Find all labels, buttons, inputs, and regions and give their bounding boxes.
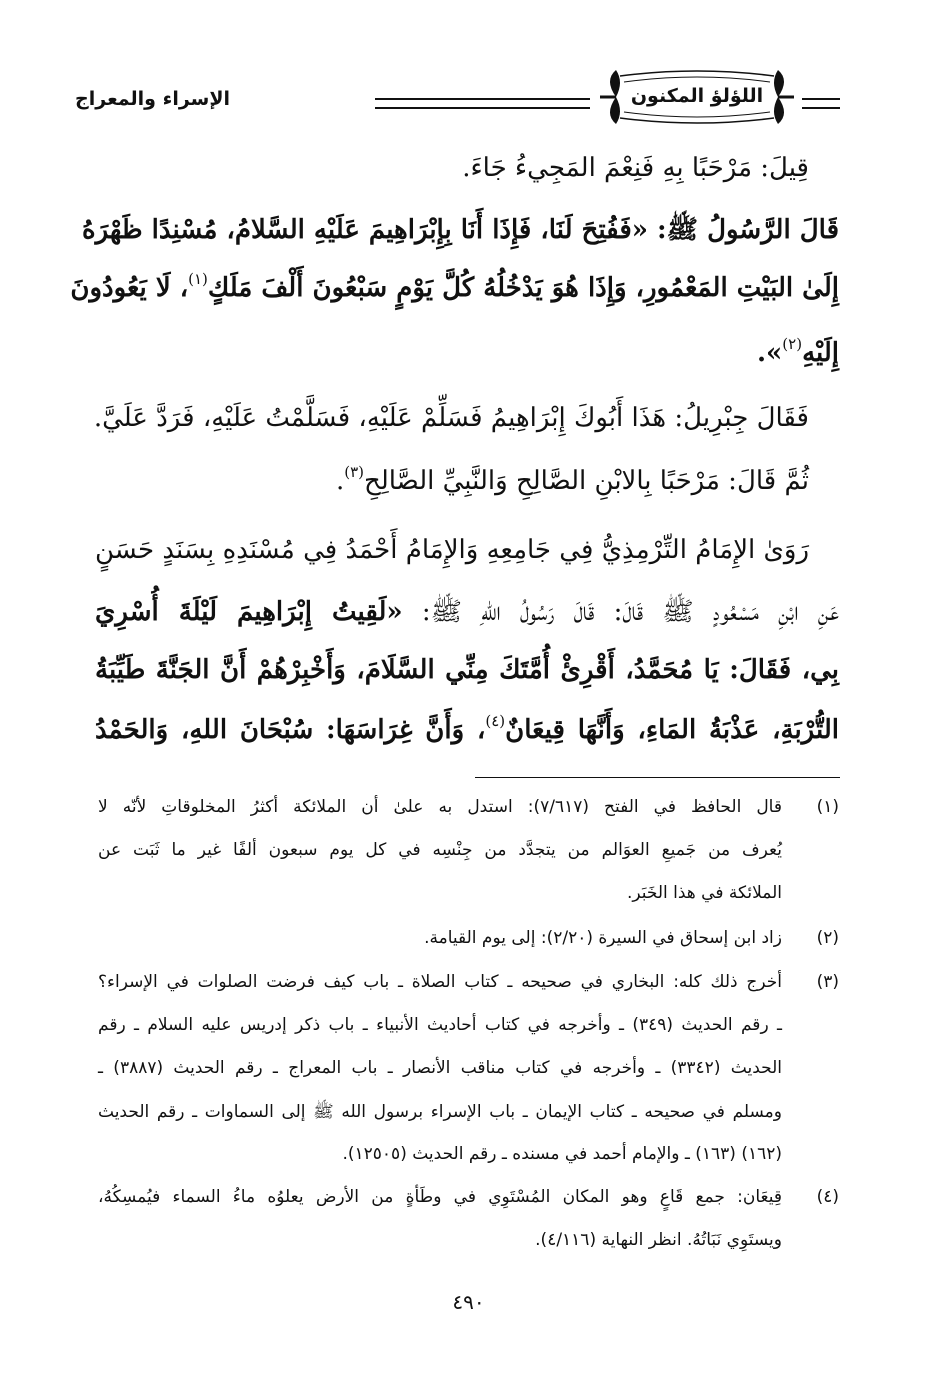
footnote-ref: (١)	[188, 270, 208, 288]
footnote-line: الحديث (٣٣٤٢) ـ وأخرجه في كتاب مناقب الأنصار ـ باب المعراج ـ رقم الحديث (٣٨٨٧) ـ	[98, 1058, 782, 1078]
body-line: فَقَالَ جِبْرِيلُ: هَذَا أَبُوكَ إِبْرَاهِيمُ فَسَلِّمْ عَلَيْهِ، فَسَلَّمْتُ عَلَيْهِ، فَرَدَّ عَلَيَّ.	[93, 403, 809, 433]
book-title-ornament	[594, 62, 800, 132]
header-rule-middle	[375, 98, 590, 109]
footnote-line: أخرج ذلك كله: البخاري في صحيحه ـ كتاب الصلاة ـ باب كيف فرضت الصلوات في الإسراء؟	[98, 972, 782, 992]
body-line: إِلَيْهِ$^{(٢)}$».	[756, 335, 839, 368]
footnote-ref: (٣)	[344, 463, 365, 481]
header-rule-right	[802, 98, 840, 109]
footnote-number: (٣)	[816, 972, 839, 992]
footnote-line: ومسلم في صحيحه ـ كتاب الإيمان ـ باب الإسراء برسول الله ﷺ إلى السماوات ـ رقم الحديث	[98, 1102, 782, 1122]
footnote-line: زاد ابن إسحاق في السيرة (٢/٢٠): إلى يوم القيامة.	[424, 928, 782, 948]
footnote-number: (٤)	[816, 1187, 839, 1207]
body-line: قِيلَ: مَرْحَبًا بِهِ فَنِعْمَ المَجِيءُ جَاءَ.	[462, 153, 809, 183]
footnote-line: يُعرف من جَميعِ العوَالم من يتجدَّد من جِنْسِه في كل يوم سبعون ألفًا غير ما ثَبَت عن	[98, 840, 782, 860]
page-number: ٤٩٠	[452, 1290, 485, 1314]
page-header	[75, 62, 840, 132]
book-title: اللؤلؤ المكنون	[630, 85, 764, 107]
footnote-number: (٢)	[816, 928, 839, 948]
body-line: بِي، فَقَالَ: يَا مُحَمَّدُ، أَقْرِئْ أُمَّتَكَ مِنِّي السَّلَامَ، وَأَخْبِرْهُمْ أَنَّ الجَنَّةَ طَيِّبَةُ	[95, 655, 839, 685]
footnote-line: قِيعَان: جمع قَاعٍ وهو المكان المُسْتَوِي في وطَأةٍ من الأرض يعلوُه ماءُ السماء فيُمسِكُهُ،	[98, 1187, 782, 1207]
footnote-line: الملائكة في هذا الخَبَر.	[626, 883, 782, 903]
chapter-title: الإسراء والمعراج	[75, 88, 230, 110]
body-line: رَوَىٰ الإِمَامُ التِّرْمِذِيُّ فِي جَامِعِهِ وَالإِمَامُ أَحْمَدُ فِي مُسْنَدِهِ بِسَنَدٍ حَسَنٍ	[95, 535, 809, 565]
body-line: عَنِ ابْنِ مَسْعُودٍ ﷺ قَالَ: قَالَ رَسُولُ اللهِ ﷺ: «لَقِيتُ إِبْرَاهِيمَ لَيْلَةَ أُسْرِيَ	[95, 597, 840, 627]
footnote-separator	[475, 777, 840, 778]
body-line: قَالَ الرَّسُولُ ﷺ: «فَفُتِحَ لَنَا، فَإِذَا أَنَا بِإِبْرَاهِيمَ عَلَيْهِ السَّلامُ، مُسْنِدًا ظَهْرَهُ	[81, 215, 839, 245]
body-line: إِلَىٰ البَيْتِ المَعْمُورِ، وَإِذَا هُوَ يَدْخُلُهُ كُلَّ يَوْمٍ سَبْعُونَ أَلْفَ مَلَكٍ$^{(١)}$، لَا يَعُودُونَ	[70, 270, 839, 303]
footnote-line: ويستَوِي نَبَاتُهُ. انظر النهاية (٤/١١٦).	[535, 1230, 782, 1250]
footnote-line: ـ رقم الحديث (٣٤٩) ـ وأخرجه في كتاب أحاديث الأنبياء ـ باب ذكر إدريس عليه السلام ـ رقم	[98, 1015, 782, 1035]
footnote-ref: (٤)	[485, 712, 506, 730]
footnote-line: قال الحافظ في الفتح (٧/٦١٧): استدل به علىٰ أن الملائكة أكثرُ المخلوقاتِ لأنّه لا	[98, 797, 782, 817]
body-line: التُّرْبَةِ، عَذْبَةُ المَاءِ، وَأَنَّهَا قِيعَانٌ$^{(٤)}$، وَأَنَّ غِرَاسَهَا: سُبْحَانَ اللهِ، وَالحَمْدُ	[95, 712, 840, 745]
footnote-line: (١٦٢) (١٦٣) ـ والإمام أحمد في مسنده ـ رقم الحديث (١٢٥٠٥).	[342, 1144, 782, 1164]
body-line: ثُمَّ قَالَ: مَرْحَبًا بِالابْنِ الصَّالِحِ وَالنَّبِيِّ الصَّالِحِ$^{(٣)}$.	[335, 463, 809, 496]
footnote-number: (١)	[816, 797, 839, 817]
footnote-ref: (٢)	[782, 335, 803, 353]
